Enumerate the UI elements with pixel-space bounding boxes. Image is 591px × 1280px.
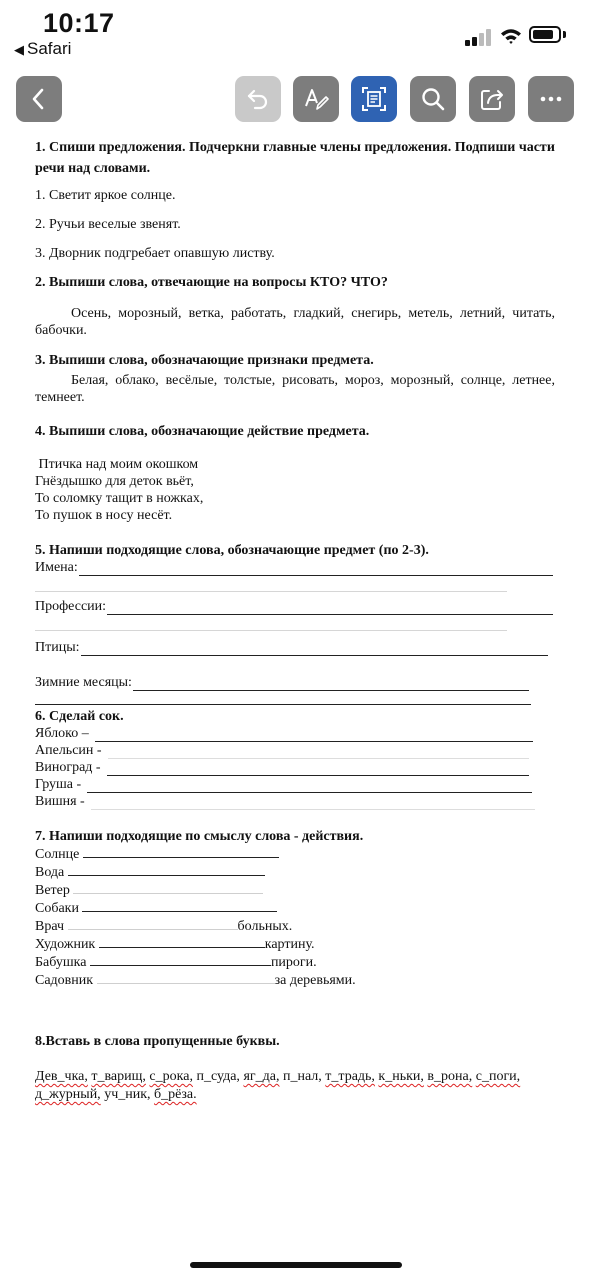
juice-row: [35, 776, 532, 793]
missing-letter-word: уч_ник,: [104, 1087, 151, 1102]
answer-line[interactable]: [97, 971, 275, 984]
more-button[interactable]: [528, 76, 574, 122]
task1-item: 2. Ручьи веселые звенят.: [35, 217, 181, 232]
answer-line-faint: [35, 590, 507, 592]
search-icon: [420, 86, 446, 112]
share-button[interactable]: [469, 76, 515, 122]
row-label: Птицы:: [35, 640, 80, 655]
row-label: Вишня -: [35, 794, 85, 809]
task7-heading: 7. Напиши подходящие по смыслу слова - действия.: [35, 829, 364, 844]
row-label: Солнце: [35, 847, 80, 862]
answer-line[interactable]: [107, 601, 553, 615]
status-bar: [0, 0, 591, 64]
task8-heading: 8.Вставь в слова пропущенные буквы.: [35, 1034, 280, 1049]
missing-letter-word: в_рона,: [427, 1069, 473, 1084]
action-row: [35, 863, 555, 881]
row-label: Садовник: [35, 973, 94, 988]
task2-heading: 2. Выпиши слова, отвечающие на вопросы КТО? ЧТО?: [35, 275, 388, 290]
answer-row: [35, 674, 529, 691]
task5-heading: 5. Напиши подходящие слова, обозначающие предмет (по 2-3).: [35, 543, 429, 558]
answer-line[interactable]: [90, 953, 271, 966]
document-scan-icon: [361, 86, 387, 112]
missing-letter-word: т_варищ,: [91, 1069, 146, 1084]
missing-letter-word: п_нал,: [282, 1069, 322, 1084]
task4-heading: 4. Выпиши слова, обозначающие действие предмета.: [35, 424, 370, 439]
juice-row: [35, 725, 533, 742]
row-label: Собаки: [35, 901, 79, 916]
toolbar: [0, 76, 591, 128]
answer-line[interactable]: [68, 863, 265, 876]
missing-letter-word: б_рёза.: [154, 1087, 197, 1102]
poem-line: Гнёздышко для деток вьёт,: [35, 474, 194, 489]
answer-row: [35, 598, 553, 615]
answer-line[interactable]: [91, 796, 535, 810]
missing-letter-word: д_журный,: [35, 1087, 101, 1102]
row-label: Апельсин -: [35, 743, 102, 758]
answer-row: [35, 639, 548, 656]
action-row: [35, 953, 555, 971]
task1-item: 1. Светит яркое солнце.: [35, 188, 176, 203]
task7-rows: [35, 845, 555, 989]
status-time: 10:17: [43, 8, 115, 38]
more-icon: [538, 86, 564, 112]
answer-line[interactable]: [99, 935, 265, 948]
home-indicator[interactable]: [190, 1262, 402, 1268]
task3-heading: 3. Выпиши слова, обозначающие признаки предмета.: [35, 353, 374, 368]
undo-button[interactable]: [235, 76, 281, 122]
search-button[interactable]: [410, 76, 456, 122]
missing-letter-word: к_ньки,: [378, 1069, 424, 1084]
markup-pen-icon: [303, 86, 329, 112]
juice-row: [35, 742, 529, 759]
answer-line[interactable]: [81, 642, 548, 656]
action-row: [35, 845, 555, 863]
row-suffix: картину.: [264, 937, 315, 952]
row-label: Вода: [35, 865, 65, 880]
missing-letter-word: с_поги,: [475, 1069, 521, 1084]
task6-heading: 6. Сделай сок.: [35, 709, 124, 724]
action-row: [35, 935, 555, 953]
scan-document-button[interactable]: [351, 76, 397, 122]
share-icon: [479, 86, 505, 112]
answer-line[interactable]: [108, 745, 529, 759]
answer-line[interactable]: [35, 704, 531, 705]
missing-letter-word: яг_да,: [243, 1069, 280, 1084]
task4-poem: [35, 456, 555, 524]
answer-line[interactable]: [73, 881, 263, 894]
missing-letter-word: Дев_чка,: [35, 1069, 88, 1084]
answer-line[interactable]: [107, 762, 529, 776]
answer-line[interactable]: [68, 917, 238, 930]
row-label: Ветер: [35, 883, 70, 898]
row-suffix: больных.: [237, 919, 293, 934]
juice-row: [35, 793, 535, 810]
answer-line[interactable]: [82, 899, 277, 912]
document-page: [35, 137, 555, 1104]
back-button[interactable]: [16, 76, 62, 122]
row-label: Врач: [35, 919, 65, 934]
chevron-left-icon: [26, 86, 52, 112]
undo-icon: [245, 86, 271, 112]
action-row: [35, 899, 555, 917]
back-app-label: Safari: [27, 39, 72, 58]
row-label: Бабушка: [35, 955, 87, 970]
battery-tip: [563, 31, 566, 38]
missing-letter-word: т_традь,: [325, 1069, 375, 1084]
row-label: Профессии:: [35, 599, 107, 614]
row-suffix: пироги.: [270, 955, 317, 970]
task1-heading: 1. Спиши предложения. Подчеркни главные члены предложения. Подпиши части речи над словами.: [35, 140, 555, 176]
task8-words: [35, 1068, 555, 1104]
back-triangle-icon: ◀: [14, 42, 24, 57]
missing-letter-word: с_рока,: [149, 1069, 193, 1084]
action-row: [35, 917, 555, 935]
poem-line: Птичка над моим окошком: [35, 457, 199, 472]
task3-text: Белая, облако, весёлые, толстые, рисовать, мороз, морозный, солнце, летнее, темнеет.: [35, 373, 555, 405]
row-label: Зимние месяцы:: [35, 675, 132, 690]
row-label: Груша -: [35, 777, 82, 792]
poem-line: То соломку тащит в ножках,: [35, 491, 204, 506]
answer-line-faint: [35, 629, 507, 631]
row-label: Имена:: [35, 560, 78, 575]
cellular-signal-icon: [465, 28, 495, 46]
action-row: [35, 881, 555, 899]
action-row: [35, 971, 555, 989]
row-label: Яблоко –: [35, 726, 89, 741]
task2-text: Осень, морозный, ветка, работать, гладкий, снегирь, метель, летний, читать, бабочки.: [35, 306, 555, 338]
answer-line[interactable]: [95, 728, 533, 742]
task1-item: 3. Дворник подгребает опавшую листву.: [35, 246, 275, 261]
answer-line[interactable]: [79, 562, 553, 576]
answer-line[interactable]: [83, 845, 279, 858]
wifi-icon: [500, 27, 522, 45]
answer-line[interactable]: [133, 677, 529, 691]
missing-letter-word: п_суда,: [196, 1069, 240, 1084]
row-label: Художник: [35, 937, 96, 952]
answer-row: [35, 559, 553, 576]
row-suffix: за деревьями.: [274, 973, 356, 988]
juice-row: [35, 759, 529, 776]
markup-button[interactable]: [293, 76, 339, 122]
answer-line[interactable]: [87, 779, 532, 793]
poem-line: То пушок в носу несёт.: [35, 508, 173, 523]
battery-icon: [529, 26, 561, 43]
back-to-app-link[interactable]: [14, 39, 71, 59]
row-label: Виноград -: [35, 760, 101, 775]
